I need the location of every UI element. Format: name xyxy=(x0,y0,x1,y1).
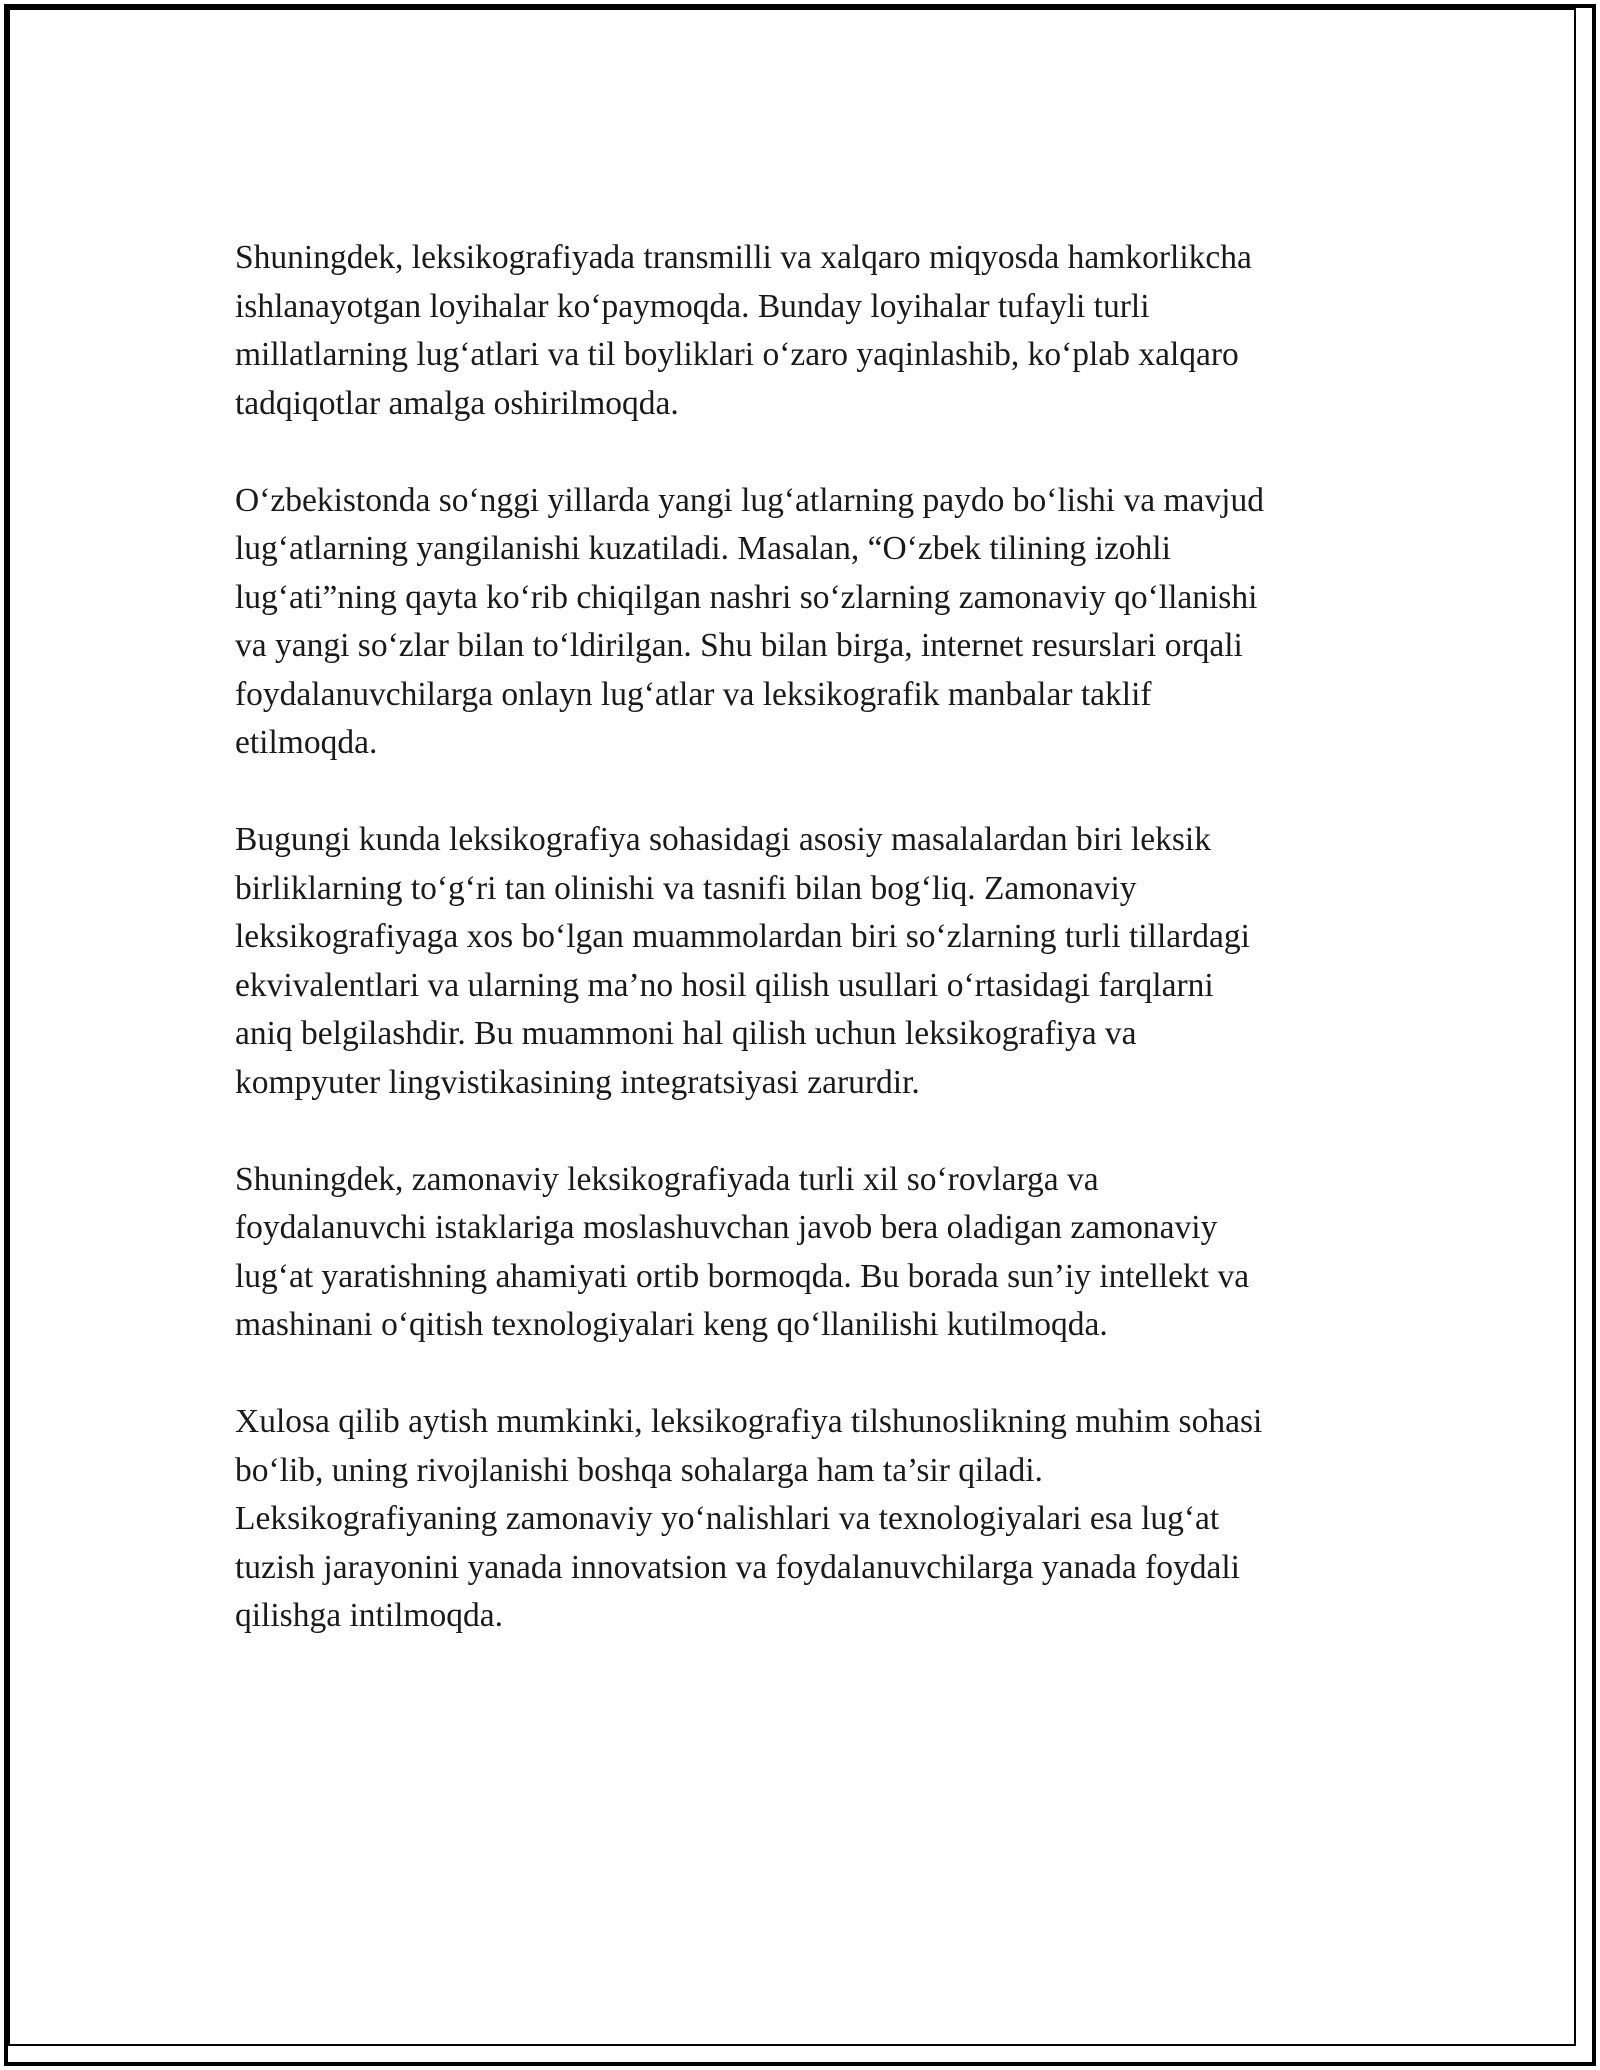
paragraph-3: Bugungi kunda leksikografiya sohasidagi asosiy masalalardan biri leksik birliklarning to‘g‘ri tan olinishi va tasnifi bilan bog‘liq. Zamonaviy leksikografiyaga xos bo‘lgan muammolardan biri so‘zlarning turli tillardagi ekvivalentlari va ularning ma’no hosil qilish usullari o‘rtasidagi farqlarni aniq belgilashdir. Bu muammoni hal qilish uchun leksikografiya va kompyuter lingvistikasining integratsiyasi zarurdir. xyxy=(235,821,1250,1101)
paragraph-5: Xulosa qilib aytish mumkinki, leksikografiya tilshunoslikning muhim sohasi bo‘lib, uning rivojlanishi boshqa sohalarga ham ta’sir qiladi. Leksikografiyaning zamonaviy yo‘nalishlari va texnologiyalari esa lug‘at tuzish jarayonini yanada innovatsion va foydalanuvchilarga yanada foydali qilishga intilmoqda. xyxy=(235,1403,1263,1634)
paragraph-2: O‘zbekistonda so‘nggi yillarda yangi lug‘atlarning paydo bo‘lishi va mavjud lug‘atlarning yangilanishi kuzatiladi. Masalan, “O‘zbek tilining izohli lug‘ati”ning qayta ko‘rib chiqilgan nashri so‘zlarning zamonaviy qo‘llanishi va yangi so‘zlar bilan to‘ldirilgan. Shu bilan birga, internet resurslari orqali foydalanuvchilarga onlayn lug‘atlar va leksikografik manbalar taklif etilmoqda. xyxy=(235,481,1264,761)
paragraph-4: Shuningdek, zamonaviy leksikografiyada turli xil so‘rovlarga va foydalanuvchi istaklariga moslashuvchan javob bera oladigan zamonaviy lug‘at yaratishning ahamiyati ortib bormoqda. Bu borada sun’iy intellekt va mashinani o‘qitish texnologiyalari keng qo‘llanilishi kutilmoqda. xyxy=(235,1160,1250,1343)
document-body xyxy=(235,234,1385,1689)
paragraph-1: Shuningdek, leksikografiyada transmilli va xalqaro miqyosda hamkorlikcha ishlanayotgan loyihalar ko‘paymoqda. Bunday loyihalar tufayli turli millatlarning lug‘atlari va til boyliklari o‘zaro yaqinlashib, ko‘plab xalqaro tadqiqotlar amalga oshirilmoqda. xyxy=(235,239,1252,422)
